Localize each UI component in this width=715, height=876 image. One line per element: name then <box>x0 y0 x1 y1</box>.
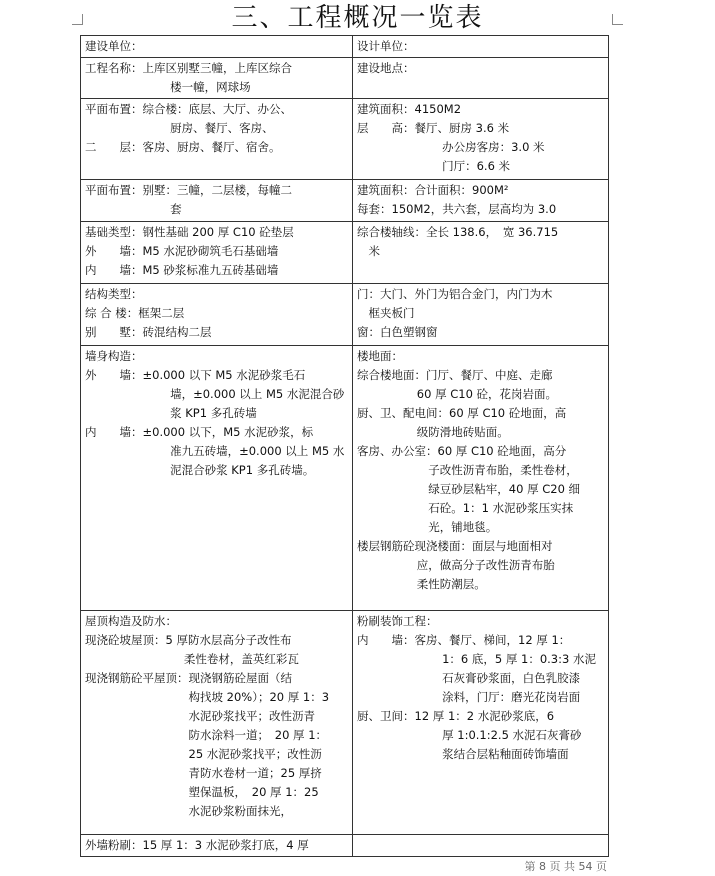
cell-line: 每套：150M2，共六套，层高均为 3.0 <box>357 202 557 216</box>
cell-line: 厨房、餐厅、客房、 <box>170 121 274 135</box>
cell-line: 25 水泥砂浆找平；改性沥 <box>188 747 322 761</box>
cell-line: 墙，±0.000 以上 M5 水泥混合砂 <box>170 387 345 401</box>
cell-line: 石灰膏砂浆面，白色乳胶漆 <box>442 671 581 685</box>
cell-line: 1：6 底，5 厚 1：0.3:3 水泥 <box>442 652 596 666</box>
table-row <box>81 36 609 58</box>
table-row <box>81 835 609 857</box>
cell-line: 工程名称：上库区别墅三幢，上库区综合 <box>85 61 292 75</box>
cell-line: 建筑面积：4150M2 <box>357 102 462 116</box>
cell-line: 内 墙：±0.000 以下，M5 水泥砂浆，标 <box>85 425 314 439</box>
table-cell <box>353 99 609 180</box>
page-title: 三、工程概况一览表 <box>231 3 484 33</box>
table-cell <box>81 36 353 58</box>
table-cell <box>353 58 609 99</box>
cell-line: 平面布置：综合楼：底层、大厅、办公、 <box>85 102 292 116</box>
table-cell <box>81 58 353 99</box>
table-cell <box>353 36 609 58</box>
cell-line: 厨、卫、配电间：60 厚 C10 砼地面，高 <box>357 406 567 420</box>
cell-line: 光，铺地毯。 <box>428 520 498 534</box>
cell-line: 门：大门、外门为铝合金门，内门为木 <box>357 287 553 301</box>
table-cell <box>353 835 609 857</box>
table-cell <box>353 611 609 835</box>
cell-line: 浆 KP1 多孔砖墙 <box>170 406 257 420</box>
cell-line: 客房、办公室：60 厚 C10 砼地面，高分 <box>357 444 567 458</box>
cell-line: 门厅：6.6 米 <box>442 159 511 173</box>
cell-line: 楼一幢，网球场 <box>170 80 251 94</box>
cell-line: 塑保温板， 20 厚 1：25 <box>188 785 319 799</box>
table-cell <box>353 346 609 611</box>
cell-line: 柔性防潮层。 <box>416 577 486 591</box>
cell-line: 框夹板门 <box>368 306 415 320</box>
cell-line: 建设地点： <box>357 61 415 75</box>
cell-line: 泥混合砂浆 KP1 多孔砖墙。 <box>170 463 315 477</box>
cell-line: 二 层：客房、厨房、餐厅、宿舍。 <box>85 140 281 154</box>
cell-line: 综合楼轴线：全长 138.6， 宽 36.715 <box>357 225 559 239</box>
table-row <box>81 284 609 346</box>
cell-line: 基础类型：钢性基础 200 厚 C10 砼垫层 <box>85 225 294 239</box>
cell-line: 浆结合层粘釉面砖饰墙面 <box>442 747 569 761</box>
cell-line: 窗：白色塑钢窗 <box>357 325 438 339</box>
cell-line: 青防水卷材一道；25 厚挤 <box>188 766 322 780</box>
table-cell <box>353 180 609 222</box>
cell-line: 粉刷装饰工程： <box>357 614 438 628</box>
cell-line: 60 厚 C10 砼，花岗岩面。 <box>416 387 558 401</box>
cell-line: 建设单位： <box>85 39 143 53</box>
table-cell <box>81 611 353 835</box>
cell-line: 建筑面积：合计面积：900M² <box>357 183 509 197</box>
cell-line: 设计单位： <box>357 39 415 53</box>
cell-line: 柔性卷材，盖英红彩瓦 <box>183 652 299 666</box>
cell-line: 别 墅：砖混结构二层 <box>85 325 212 339</box>
table-row <box>81 180 609 222</box>
table-cell <box>353 284 609 346</box>
table-row <box>81 58 609 99</box>
cell-line: 楼层钢筋砼现浇楼面：面层与地面相对 <box>357 539 553 553</box>
cell-line: 米 <box>368 244 380 258</box>
cell-line: 绿豆砂层粘牢，40 厚 C20 细 <box>428 482 581 496</box>
cell-line: 墙身构造： <box>85 349 143 363</box>
cell-line: 综合楼地面：门厅、餐厅、中庭、走廊 <box>357 368 553 382</box>
table-cell <box>81 835 353 857</box>
cell-line: 现浇钢筋砼平屋顶：现浇钢筋砼屋面（结 <box>85 671 292 685</box>
table-row <box>81 222 609 284</box>
table-cell <box>81 284 353 346</box>
table-row <box>81 99 609 180</box>
cell-line: 级防滑地砖贴面。 <box>416 425 509 439</box>
cell-line: 应，做高分子改性沥青布胎 <box>416 558 555 572</box>
cell-line: 综 合 楼：框架二层 <box>85 306 185 320</box>
cell-line: 层 高：餐厅、厨房 3.6 米 <box>357 121 510 135</box>
cell-line: 子改性沥青布胎，柔性卷材， <box>428 463 578 477</box>
cell-line: 内 墙：客房、餐厅、梯间，12 厚 1： <box>357 633 571 647</box>
cell-line: 水泥砂浆粉面抹光， <box>188 804 292 818</box>
cell-line: 现浇砼坡屋顶：5 厚防水层高分子改性布 <box>85 633 292 647</box>
table-row <box>81 346 609 611</box>
cell-line: 厚 1:0.1:2.5 水泥石灰膏砂 <box>442 728 582 742</box>
cell-line: 内 墙：M5 砂浆标准九五砖基础墙 <box>85 263 279 277</box>
table-cell <box>81 346 353 611</box>
cell-line: 结构类型： <box>85 287 143 301</box>
cell-line: 屋顶构造及防水： <box>85 614 177 628</box>
cell-line: 水泥砂浆找平；改性沥青 <box>188 709 315 723</box>
table-row <box>81 611 609 835</box>
cell-line: 石砼。1：1 水泥砂浆压实抹 <box>428 501 574 515</box>
cell-line: 准九五砖墙，±0.000 以上 M5 水 <box>170 444 345 458</box>
page-number: 第 8 页 共 54 页 <box>524 860 607 873</box>
cell-line: 构找坡 20%）；20 厚 1：3 <box>188 690 330 704</box>
cell-line: 外 墙：±0.000 以下 M5 水泥砂浆毛石 <box>85 368 306 382</box>
cell-line: 防水涂料一道； 20 厚 1： <box>188 728 328 742</box>
cell-line: 外墙粉刷：15 厚 1：3 水泥砂浆打底，4 厚 <box>85 838 309 852</box>
table-cell <box>81 222 353 284</box>
cell-line: 平面布置：别墅：三幢，二层楼，每幢二 <box>85 183 292 197</box>
cell-line: 办公房客房：3.0 米 <box>442 140 545 154</box>
cell-line: 厨、卫间：12 厚 1：2 水泥砂浆底，6 <box>357 709 555 723</box>
table-cell <box>81 180 353 222</box>
project-overview-table <box>80 35 609 857</box>
cell-line: 套 <box>170 202 182 216</box>
table-cell <box>81 99 353 180</box>
cell-line: 外 墙：M5 水泥砂砌筑毛石基础墙 <box>85 244 279 258</box>
cell-line: 涂料，门厅：磨光花岗岩面 <box>442 690 581 704</box>
table-cell <box>353 222 609 284</box>
cell-line: 楼地面： <box>357 349 403 363</box>
